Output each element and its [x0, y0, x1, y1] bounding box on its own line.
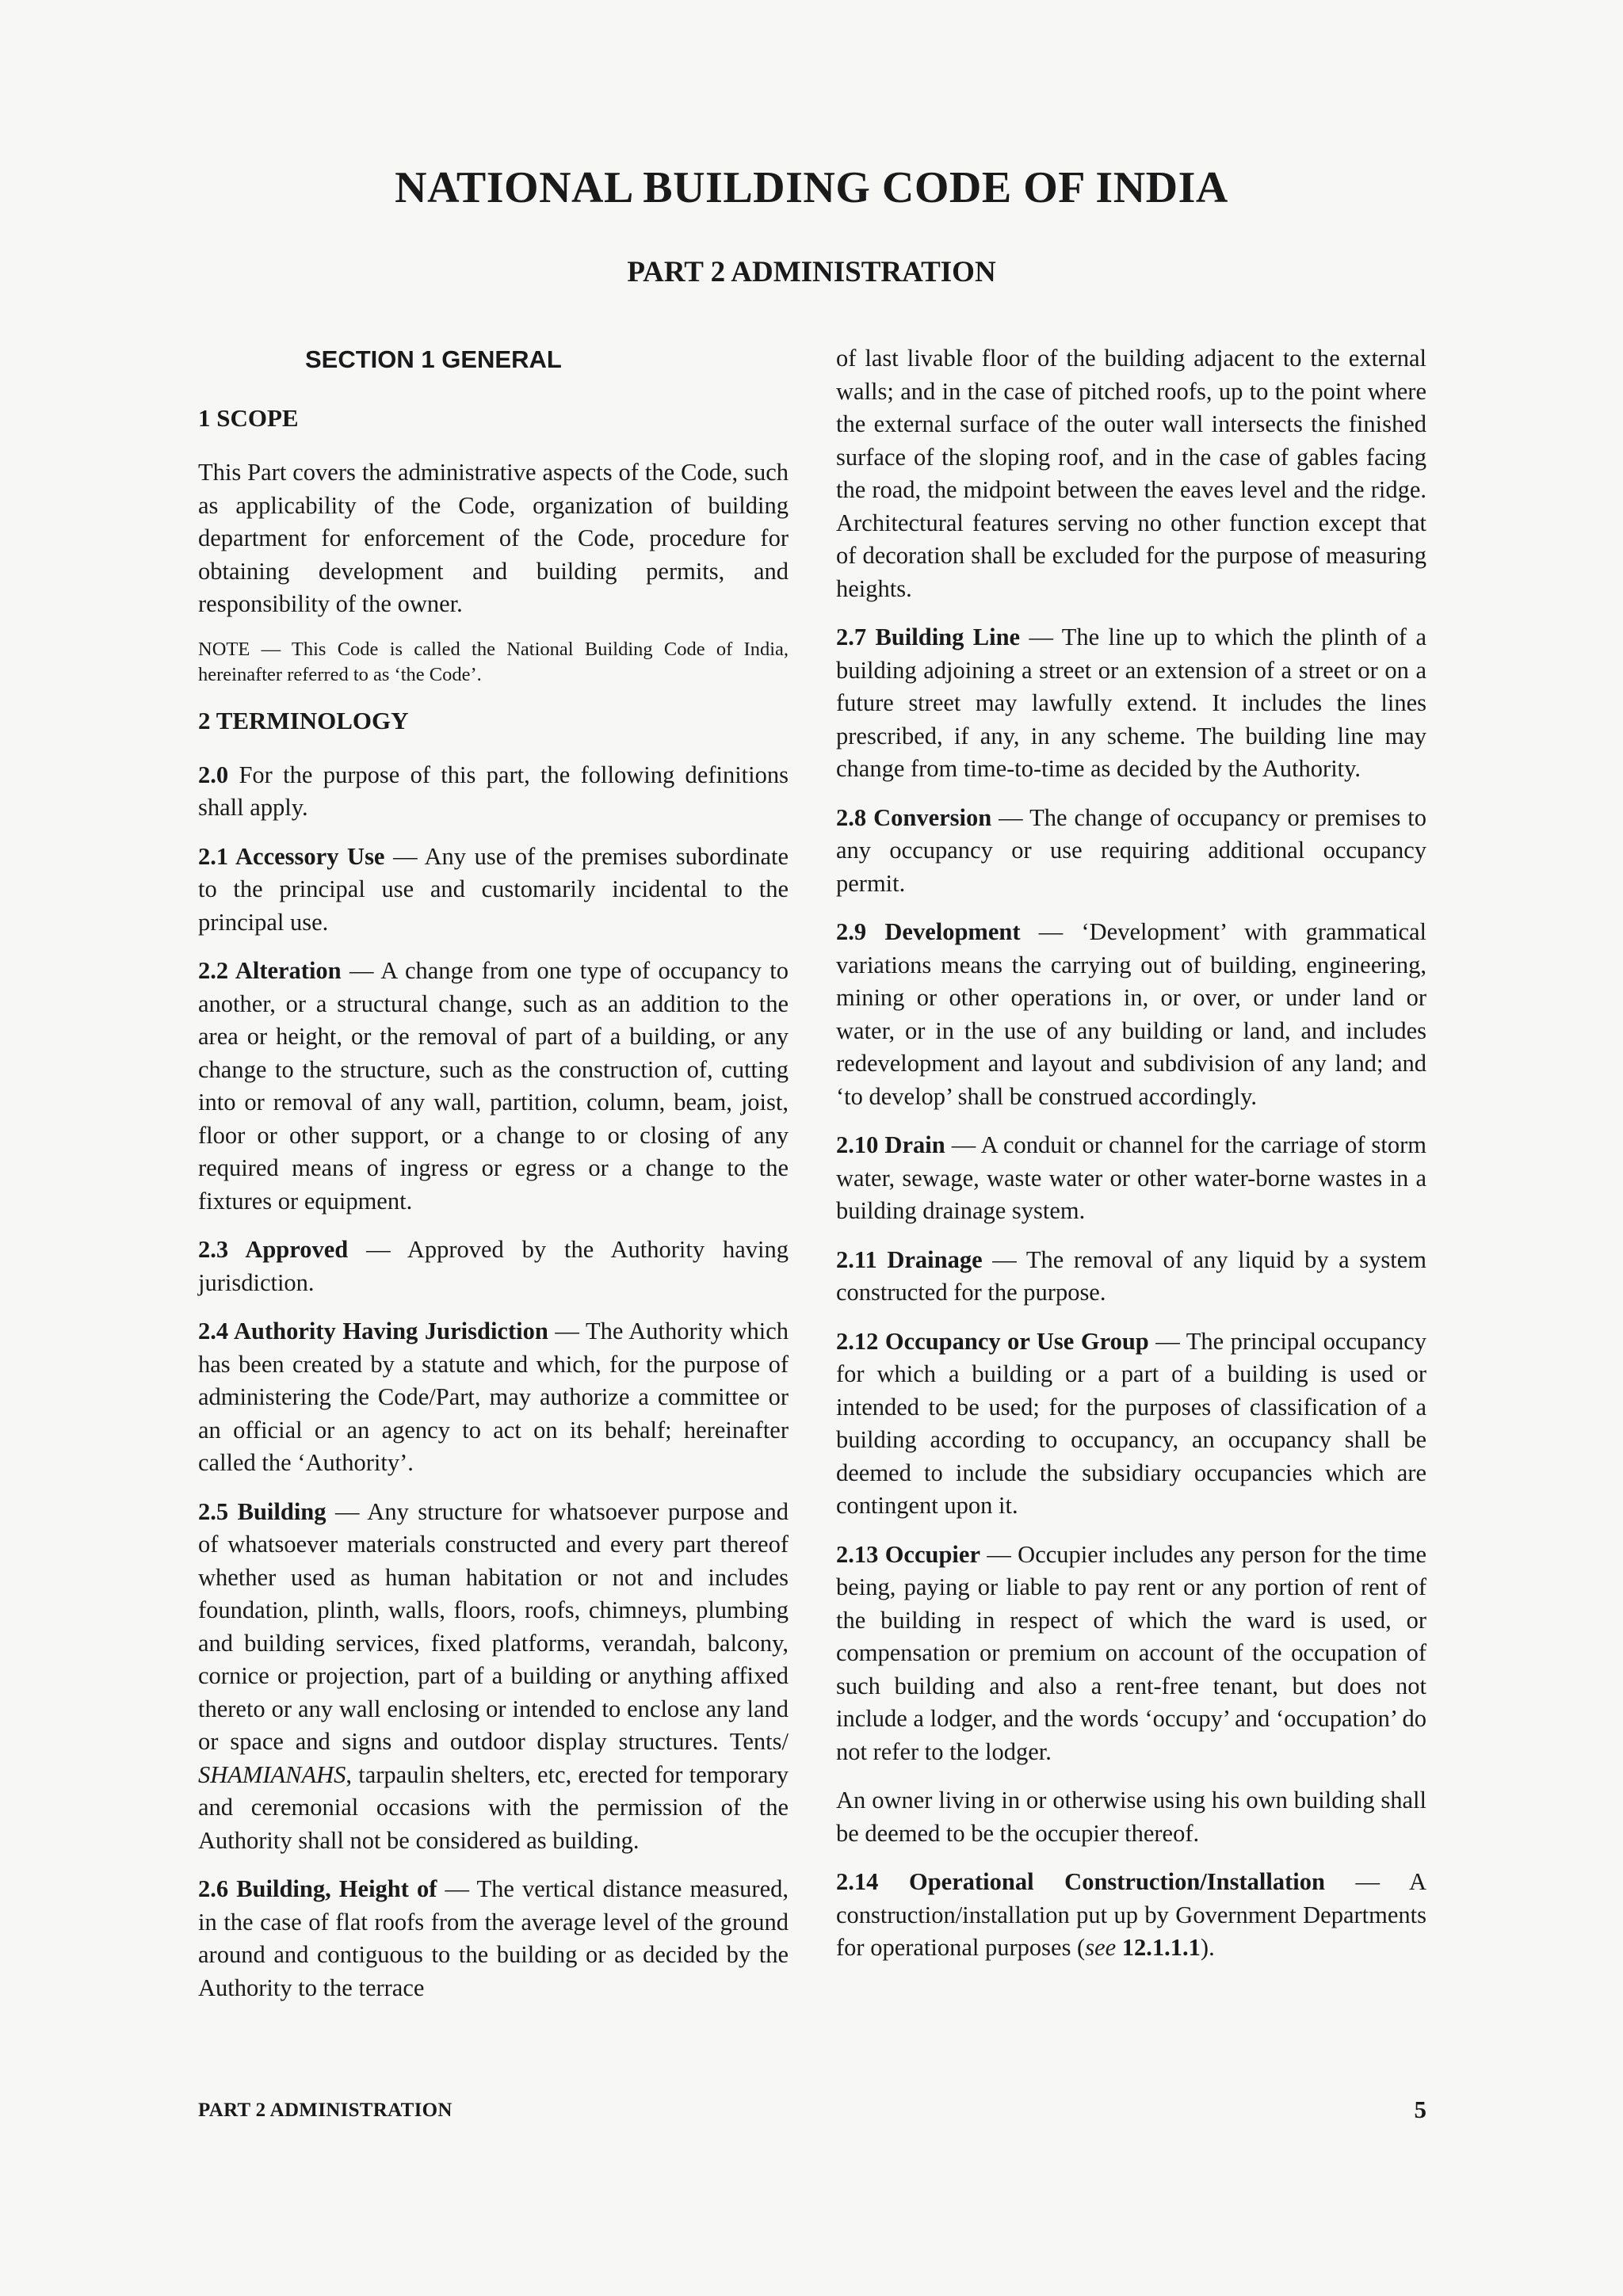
clause-term: 2.7 Building Line [836, 624, 1021, 650]
clause-2-4 [198, 1315, 789, 1480]
clause-text: — The vertical distance measured, in the case of flat roofs from the average level of the ground around and contiguous to the building or as decided by the Authority to the terrace [198, 1875, 789, 2001]
clause-2-11 [836, 1244, 1426, 1310]
clause-2-8 [836, 802, 1426, 901]
clause-text: — The line up to which the plinth of a building adjoining a street or an extension of a street or on a future street may lawfully extend. It includes the lines prescribed, if any, in any scheme. The building line may change from time-to-time as decided by the Authority. [836, 624, 1426, 782]
clause-text: — Any use of the premises subordinate to the principal use and customarily incidental to the principal use. [198, 842, 789, 936]
clause-text: — Any structure for whatsoever purpose and of whatsoever materials constructed and every part thereof whether used as human habitation or not and includes foundation, plinth, walls, floors, roofs, chimneys, plumbing and building services, fixed platforms, verandah, balcony, cornice or projection, part of a building or anything affixed thereto or any wall enclosing or intended to enclose any land or space and signs and outdoor display structures. Tents/ [198, 1497, 789, 1755]
clause-term: 2.2 Alteration [198, 957, 342, 984]
clause-term: 2.11 Drainage [836, 1245, 983, 1273]
clause-text-end: ). [1200, 1934, 1215, 1961]
clause-italic-word: SHAMIANAHS [198, 1760, 346, 1788]
scope-paragraph: This Part covers the administrative aspects of the Code, such as applicability of the Code, organization of building department for enforcement of the Code, procedure for obtaining development and building permits, and responsibility of the owner. [198, 459, 789, 617]
page-number: 5 [1414, 2096, 1426, 2123]
part-title: PART 2 ADMINISTRATION [627, 256, 996, 288]
clause-text: — A conduit or channel for the carriage of storm water, sewage, waste water or other water-borne wastes in a building drainage system. [836, 1131, 1427, 1224]
left-column [198, 342, 789, 2020]
clause-2-10 [836, 1129, 1426, 1228]
clause-text: , tarpaulin shelters, etc, erected for temporary and ceremonial occasions with the permission of the Authority shall not be considered as building. [198, 1760, 789, 1854]
cross-reference-link[interactable]: 12.1.1.1 [1121, 1934, 1201, 1961]
see-reference-word: see [1085, 1934, 1117, 1961]
clause-2-12 [836, 1325, 1426, 1523]
clause-text: — The removal of any liquid by a system constructed for the purpose. [836, 1245, 1426, 1306]
clause-term: 2.5 Building [198, 1497, 327, 1525]
clause-2-3 [198, 1234, 789, 1299]
clause-2-6-continued: of last livable floor of the building adjacent to the external walls; and in the case of pitched roofs, up to the point where the external surface of the outer wall intersects the finished surface of the sloping roof, and in the case of gables facing the road, the midpoint between the eaves level and the ridge. Architectural features serving no other function except that of decoration shall be excluded for the purpose of measuring heights. [836, 345, 1426, 602]
clause-2-5 [198, 1496, 789, 1858]
clause-term: 2.9 Development [836, 918, 1021, 945]
clause-term: 2.6 Building, Height of [198, 1875, 437, 1902]
clause-text: — The principal occupancy for which a building or a part of a building is used or intended to be used; for the purposes of classification of a building according to occupancy, an occupancy shall be deemed to include the subsidiary occupancies which are contingent upon it. [836, 1327, 1427, 1519]
clause-text: For the purpose of this part, the following definitions shall apply. [198, 761, 789, 821]
clause-term: 2.10 Drain [836, 1131, 945, 1158]
section-heading: SECTION 1 GENERAL [305, 345, 562, 373]
terminology-heading: 2 TERMINOLOGY [198, 706, 409, 734]
clause-term: 2.14 Operational Construction/Installation [836, 1868, 1325, 1895]
clause-term: 2.4 Authority Having Jurisdiction [198, 1318, 548, 1344]
clause-term: 2.12 Occupancy or Use Group [836, 1327, 1149, 1355]
document-title: NATIONAL BUILDING CODE OF INDIA [395, 163, 1228, 212]
clause-2-14 [836, 1866, 1426, 1965]
footer-part-label: PART 2 ADMINISTRATION [198, 2100, 453, 2121]
clause-2-1 [198, 841, 789, 940]
clause-term: 2.13 Occupier [836, 1540, 980, 1568]
clause-2-9 [836, 916, 1426, 1113]
clause-number: 2.0 [198, 761, 229, 788]
owner-paragraph: An owner living in or otherwise using his own building shall be deemed to be the occupier thereof. [836, 1787, 1426, 1847]
clause-2-2 [198, 955, 789, 1218]
clause-text: — Occupier includes any person for the time being, paying or liable to pay rent or any portion of rent of the building in respect of which the ward is used, or compensation or premium on account of the occupation of such building and also a rent-free tenant, but does not include a lodger, and the words ‘occupy’ and ‘occupation’ do not refer to the lodger. [836, 1540, 1427, 1765]
clause-term: 2.3 Approved [198, 1236, 349, 1263]
clause-2-6 [198, 1873, 789, 2004]
clause-text: — The change of occupancy or premises to any occupancy or use requiring additional occupancy permit. [836, 803, 1426, 897]
clause-2-7 [836, 621, 1426, 786]
clause-text: — A change from one type of occupancy to another, or a structural change, such as an addition to the area or height, or the removal of part of a building, or any change to the structure, such as the construction of, cutting into or removal of any wall, partition, column, beam, joist, floor or other support, or a change to or closing of any required means of ingress or egress or a change to the fixtures or equipment. [198, 957, 789, 1215]
right-column [836, 342, 1426, 1981]
scope-heading: 1 SCOPE [198, 404, 299, 432]
clause-term: 2.1 Accessory Use [198, 842, 385, 870]
note-paragraph: NOTE — This Code is called the National Building Code of India, hereinafter referred to as ‘the Code’. [198, 638, 789, 685]
clause-2-0 [198, 759, 789, 825]
clause-text: — ‘Development’ with grammatical variations means the carrying out of building, engineering, mining or other operations in, or over, or under land or water, or in the use of any building or land, and includes redevelopment and layout and subdivision of any land; and ‘to develop’ shall be construed accordingly. [836, 918, 1426, 1110]
clause-text: — The Authority which has been created by a statute and which, for the purpose of administering the Code/Part, may authorize a committee or an official or an agency to act on its behalf; hereinafter called the ‘Authority’. [198, 1318, 789, 1476]
clause-text: — Approved by the Authority having jurisdiction. [198, 1236, 789, 1296]
clause-2-13 [836, 1539, 1426, 1769]
clause-term: 2.8 Conversion [836, 803, 992, 831]
clause-text: — A construction/installation put up by Government Departments for operational purposes ( [836, 1868, 1426, 1961]
